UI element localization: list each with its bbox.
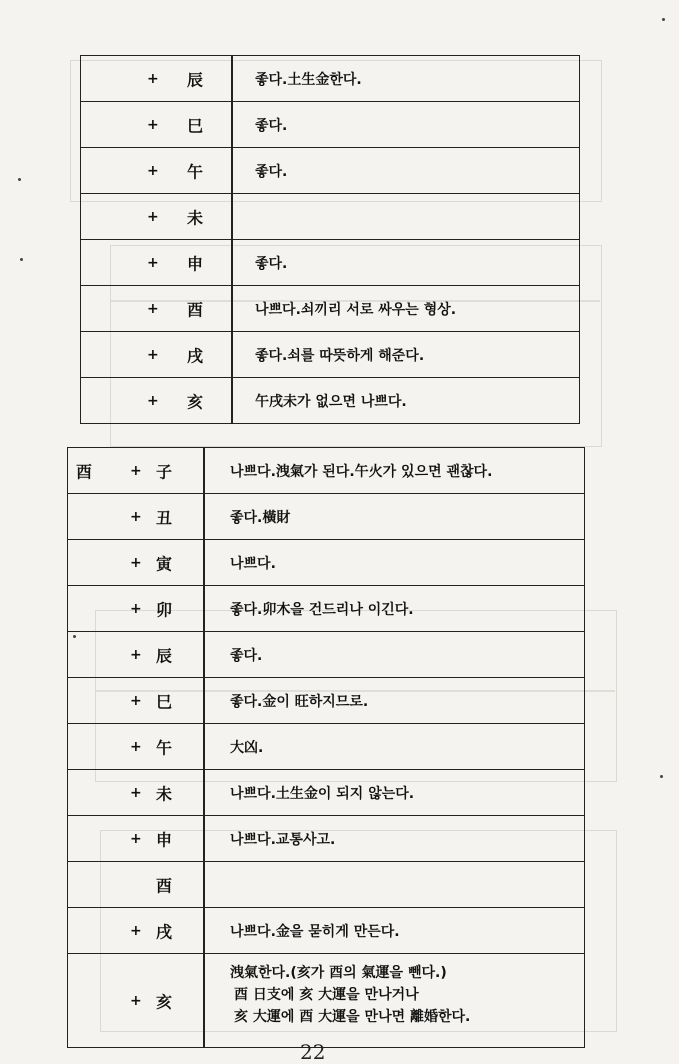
speck [18, 178, 21, 181]
branch-label: 午 [187, 162, 204, 181]
page-number: 22 [300, 1040, 326, 1064]
table-row [81, 240, 580, 286]
plus-sign: + [130, 508, 142, 525]
branch-label: 辰 [156, 646, 173, 665]
symbol-cell [81, 240, 233, 286]
description-cell: 午戌未가 없으면 나쁘다. [232, 378, 580, 424]
speck [660, 775, 663, 778]
plus-sign: + [130, 554, 142, 571]
description-cell: 좋다. [204, 632, 585, 678]
branch-label: 卯 [156, 600, 173, 619]
description-cell: 나쁘다.쇠끼리 서로 싸우는 형상. [232, 286, 580, 332]
plus-sign: + [147, 116, 159, 133]
plus-sign: + [147, 70, 159, 87]
branch-label: 戌 [156, 922, 173, 941]
branch-label: 酉 [187, 300, 204, 319]
branch-label: 丑 [156, 508, 173, 527]
plus-sign: + [130, 692, 142, 709]
plus-sign: + [147, 392, 159, 409]
branch-label: 未 [187, 208, 204, 227]
speck [20, 258, 23, 261]
table-bottom [67, 447, 585, 1048]
plus-sign: + [147, 254, 159, 271]
description-cell [204, 862, 585, 908]
description-cell: 좋다. [232, 240, 580, 286]
table-row [68, 678, 585, 724]
symbol-cell [81, 148, 233, 194]
table-row [68, 908, 585, 954]
table-row [81, 102, 580, 148]
description-cell: 좋다.卯木을 건드리나 이긴다. [204, 586, 585, 632]
description-cell [204, 954, 585, 1048]
table-row [68, 954, 585, 1048]
plus-sign: + [147, 208, 159, 225]
plus-sign: + [147, 346, 159, 363]
plus-sign: + [130, 784, 142, 801]
description-cell: 나쁘다.洩氣가 된다.午火가 있으면 괜찮다. [204, 448, 585, 494]
symbol-cell [68, 724, 205, 770]
symbol-cell [68, 494, 205, 540]
description-cell: 좋다.土生金한다. [232, 56, 580, 102]
symbol-cell [68, 678, 205, 724]
description-cell [232, 194, 580, 240]
symbol-cell [68, 448, 205, 494]
table-row [68, 632, 585, 678]
description-line: 洩氣한다.(亥가 酉의 氣運을 뺀다.) [230, 965, 447, 981]
branch-label: 申 [156, 830, 173, 849]
stem-label: 酉 [76, 462, 93, 481]
table-row [81, 56, 580, 102]
plus-sign: + [130, 646, 142, 663]
table-row [68, 816, 585, 862]
symbol-cell [81, 102, 233, 148]
plus-sign: + [130, 830, 142, 847]
description-line: 酉 日支에 亥 大運을 만나거나 [234, 987, 419, 1003]
description-cell: 좋다. [232, 148, 580, 194]
branch-label: 申 [187, 254, 204, 273]
symbol-cell [68, 632, 205, 678]
branch-label: 辰 [187, 70, 204, 89]
symbol-cell [81, 194, 233, 240]
table-row [68, 586, 585, 632]
branch-label: 酉 [156, 876, 173, 895]
symbol-cell [81, 56, 233, 102]
table-row [81, 378, 580, 424]
plus-sign: + [130, 462, 142, 479]
branch-label: 寅 [156, 554, 173, 573]
table-row [68, 724, 585, 770]
table-row [81, 286, 580, 332]
description-cell: 좋다.쇠를 따뜻하게 해준다. [232, 332, 580, 378]
description-cell: 나쁘다.土生金이 되지 않는다. [204, 770, 585, 816]
speck [662, 18, 665, 21]
table-top [80, 55, 580, 424]
table-row [81, 332, 580, 378]
branch-label: 午 [156, 738, 173, 757]
plus-sign: + [130, 600, 142, 617]
symbol-cell [68, 816, 205, 862]
branch-label: 巳 [156, 692, 173, 711]
table-row [68, 862, 585, 908]
description-cell: 大凶. [204, 724, 585, 770]
branch-label: 戌 [187, 346, 204, 365]
symbol-cell [68, 770, 205, 816]
branch-label: 亥 [187, 392, 204, 411]
plus-sign: + [130, 922, 142, 939]
description-cell: 좋다.金이 旺하지므로. [204, 678, 585, 724]
table-row [68, 770, 585, 816]
description-cell: 나쁘다. [204, 540, 585, 586]
description-cell: 나쁘다.교통사고. [204, 816, 585, 862]
symbol-cell [81, 378, 233, 424]
branch-label: 未 [156, 784, 173, 803]
symbol-cell [81, 332, 233, 378]
symbol-cell [68, 954, 205, 1048]
symbol-cell [68, 586, 205, 632]
description-cell: 나쁘다.金을 묻히게 만든다. [204, 908, 585, 954]
symbol-cell [81, 286, 233, 332]
branch-label: 巳 [187, 116, 204, 135]
description-line: 亥 大運에 酉 大運을 만나면 離婚한다. [234, 1009, 471, 1025]
table-row [68, 494, 585, 540]
symbol-cell [68, 540, 205, 586]
symbol-cell [68, 862, 205, 908]
table-row [81, 194, 580, 240]
plus-sign: + [130, 992, 142, 1009]
table-row [68, 540, 585, 586]
table-row [81, 148, 580, 194]
plus-sign: + [147, 300, 159, 317]
symbol-cell [68, 908, 205, 954]
table-row [68, 448, 585, 494]
branch-label: 子 [156, 462, 173, 481]
description-cell: 좋다.橫財 [204, 494, 585, 540]
description-cell: 좋다. [232, 102, 580, 148]
plus-sign: + [130, 738, 142, 755]
branch-label: 亥 [156, 992, 173, 1011]
plus-sign: + [147, 162, 159, 179]
